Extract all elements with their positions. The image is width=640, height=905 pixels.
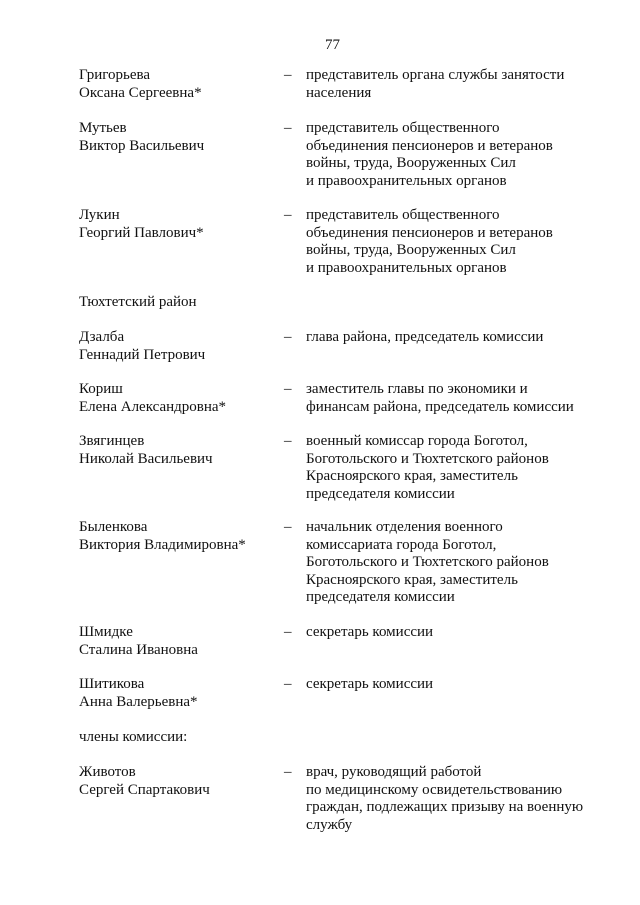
role-line: представитель общественного (306, 120, 500, 136)
role-description (306, 381, 596, 416)
surname: Шмидке (79, 624, 133, 640)
role-line: по медицинскому освидетельствованию (306, 781, 563, 798)
person-name (79, 519, 279, 554)
person-name (79, 329, 279, 364)
role-description (306, 519, 596, 607)
page-number: 77 (325, 37, 340, 53)
dash: – (284, 433, 292, 449)
role-line: комиссариата города Боготол, (306, 536, 497, 553)
role-line: финансам района, председатель комиссии (306, 398, 574, 415)
given-names: Сергей Спартакович (79, 781, 210, 798)
person-name (79, 67, 279, 102)
role-line: секретарь комиссии (306, 676, 434, 692)
role-line: войны, труда, Вооруженных Сил (306, 155, 516, 171)
person-name (79, 764, 279, 799)
role-line: председателя комиссии (306, 485, 455, 502)
dash: – (284, 676, 292, 692)
role-line: объединения пенсионеров и ветеранов (306, 137, 553, 154)
role-line: Красноярского края, заместитель (306, 468, 518, 484)
given-names: Георгий Павлович* (79, 224, 204, 241)
dash: – (284, 519, 292, 535)
role-line: председателя комиссии (306, 589, 455, 605)
role-line: Боготольского и Тюхтетского районов (306, 554, 549, 570)
members-heading: члены комиссии: (79, 729, 188, 745)
given-names: Николай Васильевич (79, 450, 213, 467)
dash: – (284, 207, 292, 223)
role-line: населения (306, 84, 372, 101)
role-description (306, 207, 596, 277)
role-line: службу (306, 816, 353, 833)
surname: Звягинцев (79, 433, 145, 449)
dash: – (284, 764, 292, 780)
role-line: военный комиссар города Боготол, (306, 433, 528, 449)
role-line: войны, труда, Вооруженных Сил (306, 242, 516, 258)
role-description (306, 764, 596, 834)
role-line: Боготольского и Тюхтетского районов (306, 450, 549, 467)
role-line: представитель общественного (306, 207, 500, 223)
person-name (79, 120, 279, 155)
role-line: представитель органа службы занятости (306, 67, 565, 83)
given-names: Сталина Ивановна (79, 641, 198, 658)
person-name (79, 207, 279, 242)
surname: Кориш (79, 381, 123, 397)
surname: Мутьев (79, 120, 127, 136)
person-name (79, 381, 279, 416)
dash: – (284, 329, 292, 345)
dash: – (284, 67, 292, 83)
dash: – (284, 381, 292, 397)
district-heading: Тюхтетский район (79, 294, 197, 310)
given-names: Анна Валерьевна* (79, 693, 198, 710)
person-name (79, 624, 279, 659)
given-names: Виктория Владимировна* (79, 536, 246, 553)
role-line: Красноярского края, заместитель (306, 571, 518, 588)
surname: Быленкова (79, 519, 148, 535)
dash: – (284, 120, 292, 136)
role-description (306, 624, 596, 642)
given-names: Оксана Сергеевна* (79, 84, 202, 101)
role-description (306, 676, 596, 694)
surname: Дзалба (79, 329, 125, 345)
given-names: Виктор Васильевич (79, 137, 205, 154)
role-description (306, 433, 596, 503)
role-description (306, 120, 596, 190)
given-names: Геннадий Петрович (79, 346, 206, 363)
surname: Григорьева (79, 67, 151, 83)
role-line: граждан, подлежащих призыву на военную (306, 799, 584, 815)
role-line: врач, руководящий работой (306, 764, 482, 780)
role-line: объединения пенсионеров и ветеранов (306, 224, 553, 241)
role-line: и правоохранительных органов (306, 259, 507, 276)
role-line: секретарь комиссии (306, 624, 434, 640)
surname: Животов (79, 764, 136, 780)
person-name (79, 433, 279, 468)
role-line: глава района, председатель комиссии (306, 329, 544, 345)
role-description (306, 329, 596, 347)
role-line: заместитель главы по экономики и (306, 381, 528, 397)
role-line: и правоохранительных органов (306, 172, 507, 189)
surname: Шитикова (79, 676, 145, 692)
role-line: начальник отделения военного (306, 519, 503, 535)
surname: Лукин (79, 207, 120, 223)
role-description (306, 67, 596, 102)
given-names: Елена Александровна* (79, 398, 227, 415)
dash: – (284, 624, 292, 640)
person-name (79, 676, 279, 711)
